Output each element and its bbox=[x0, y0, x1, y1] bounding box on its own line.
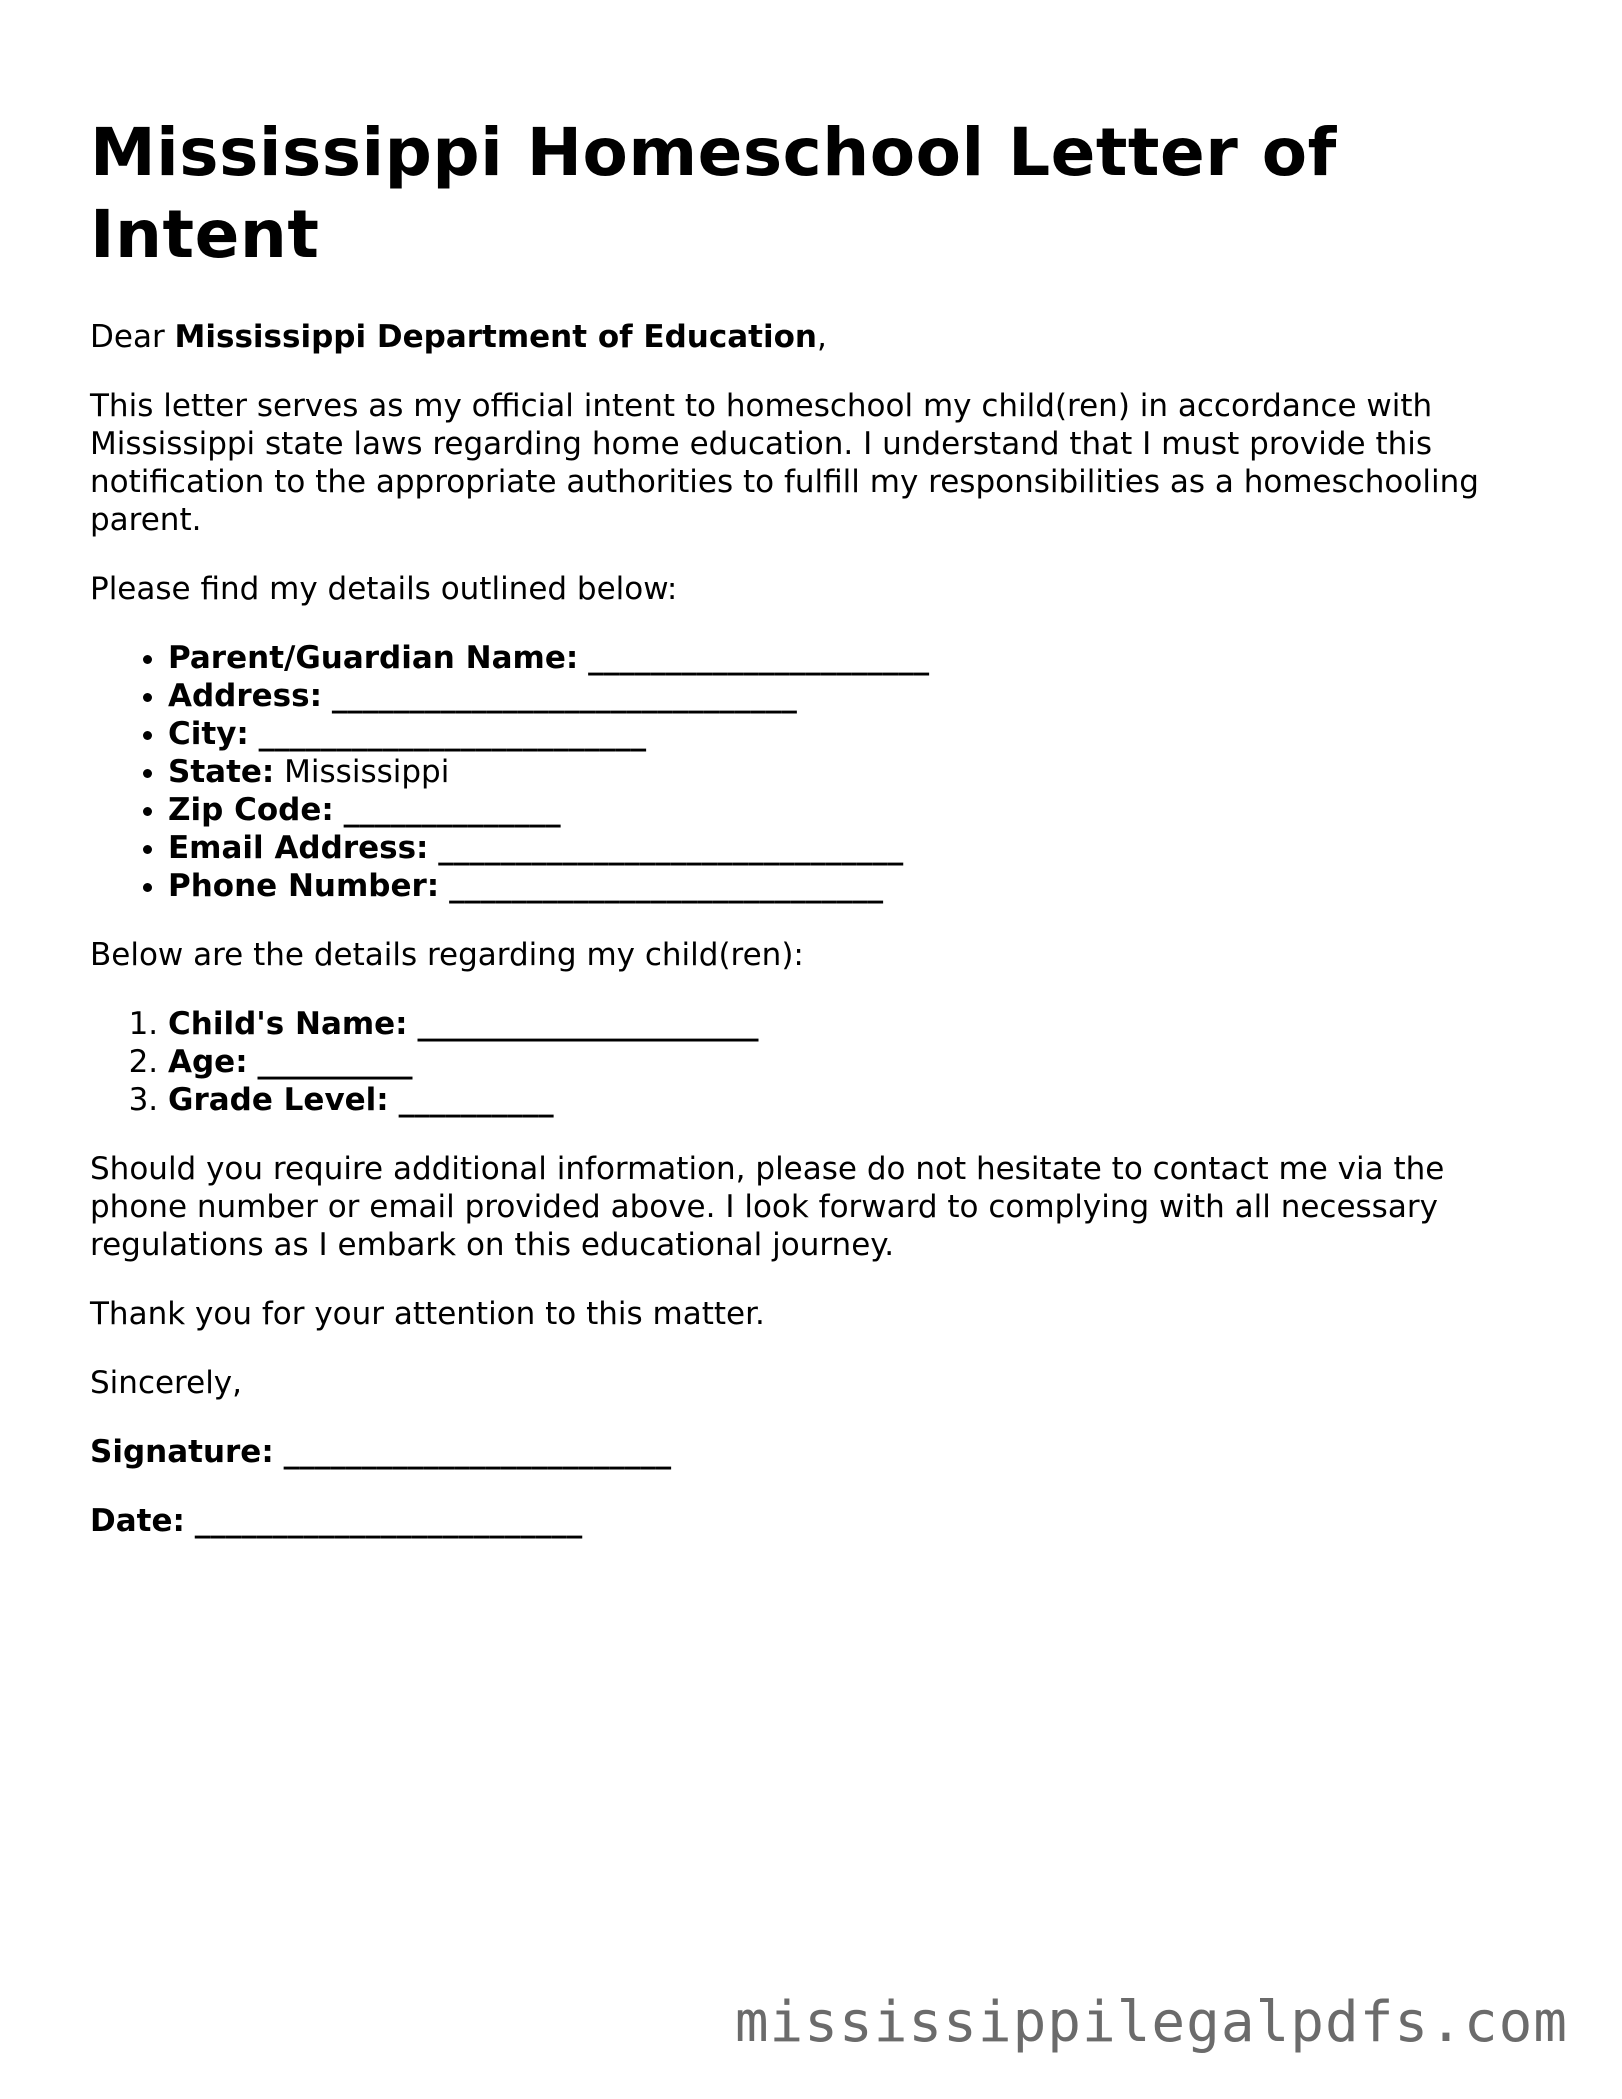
field-label: Child's Name: bbox=[168, 1006, 408, 1042]
field-email bbox=[168, 829, 1530, 867]
field-child-name bbox=[168, 1005, 1530, 1043]
field-parent-name bbox=[168, 639, 1530, 677]
thanks-line: Thank you for your attention to this matter. bbox=[90, 1296, 765, 1332]
signature-line bbox=[90, 1433, 1530, 1471]
field-state bbox=[168, 753, 1530, 791]
intro-paragraph: This letter serves as my official intent to homeschool my child(ren) in accordance with Mississippi state laws regarding home education. I understand that I must provide this notification to the appropriate authorities to fulfill my responsibilities as a homeschooling parent. bbox=[90, 388, 1479, 538]
field-blank[interactable]: ______________________________ bbox=[331, 678, 797, 714]
date-line bbox=[90, 1502, 1530, 1540]
salutation-prefix: Dear bbox=[90, 319, 175, 355]
field-age bbox=[168, 1043, 1530, 1081]
field-city bbox=[168, 715, 1530, 753]
letter-page bbox=[90, 112, 1530, 1540]
field-blank[interactable]: ______________________________ bbox=[438, 830, 904, 866]
field-blank[interactable]: ____________________________ bbox=[449, 868, 884, 904]
field-value: Mississippi bbox=[284, 754, 450, 790]
date-blank[interactable]: _________________________ bbox=[194, 1503, 583, 1539]
field-address bbox=[168, 677, 1530, 715]
closing-paragraph: Should you require additional information, please do not hesitate to contact me via the phone number or email provided above. I look forward to complying with all necessary regulations as I embark on this educational journey. bbox=[90, 1151, 1445, 1263]
child-details-list bbox=[90, 1005, 1530, 1119]
field-blank[interactable]: __________ bbox=[257, 1044, 413, 1080]
field-label: State: bbox=[168, 754, 275, 790]
signature-label: Signature: bbox=[90, 1434, 274, 1470]
field-label: Email Address: bbox=[168, 830, 429, 866]
field-zip-code bbox=[168, 791, 1530, 829]
date-label: Date: bbox=[90, 1503, 185, 1539]
parent-details-list bbox=[90, 639, 1530, 905]
watermark: mississippilegalpdfs.com bbox=[734, 1990, 1568, 2055]
field-blank[interactable]: ______________________ bbox=[417, 1006, 759, 1042]
field-label: Age: bbox=[168, 1044, 248, 1080]
salutation-recipient: Mississippi Department of Education bbox=[174, 319, 817, 355]
field-blank[interactable]: _________________________ bbox=[258, 716, 647, 752]
field-label: Parent/Guardian Name: bbox=[168, 640, 579, 676]
child-intro: Below are the details regarding my child(ren): bbox=[90, 937, 804, 973]
field-label: Phone Number: bbox=[168, 868, 440, 904]
field-blank[interactable]: ______________________ bbox=[588, 640, 930, 676]
details-intro: Please find my details outlined below: bbox=[90, 571, 678, 607]
field-label: Address: bbox=[168, 678, 322, 714]
field-blank[interactable]: __________ bbox=[398, 1082, 554, 1118]
page-title: Mississippi Homeschool Letter of Intent bbox=[90, 114, 1337, 273]
field-label: Zip Code: bbox=[168, 792, 334, 828]
signature-blank[interactable]: _________________________ bbox=[283, 1434, 672, 1470]
sincerely-line: Sincerely, bbox=[90, 1365, 243, 1401]
field-blank[interactable]: ______________ bbox=[343, 792, 561, 828]
field-label: City: bbox=[168, 716, 249, 752]
field-phone bbox=[168, 867, 1530, 905]
field-grade-level bbox=[168, 1081, 1530, 1119]
salutation-suffix: , bbox=[816, 319, 827, 355]
field-label: Grade Level: bbox=[168, 1082, 389, 1118]
salutation bbox=[90, 318, 1530, 356]
